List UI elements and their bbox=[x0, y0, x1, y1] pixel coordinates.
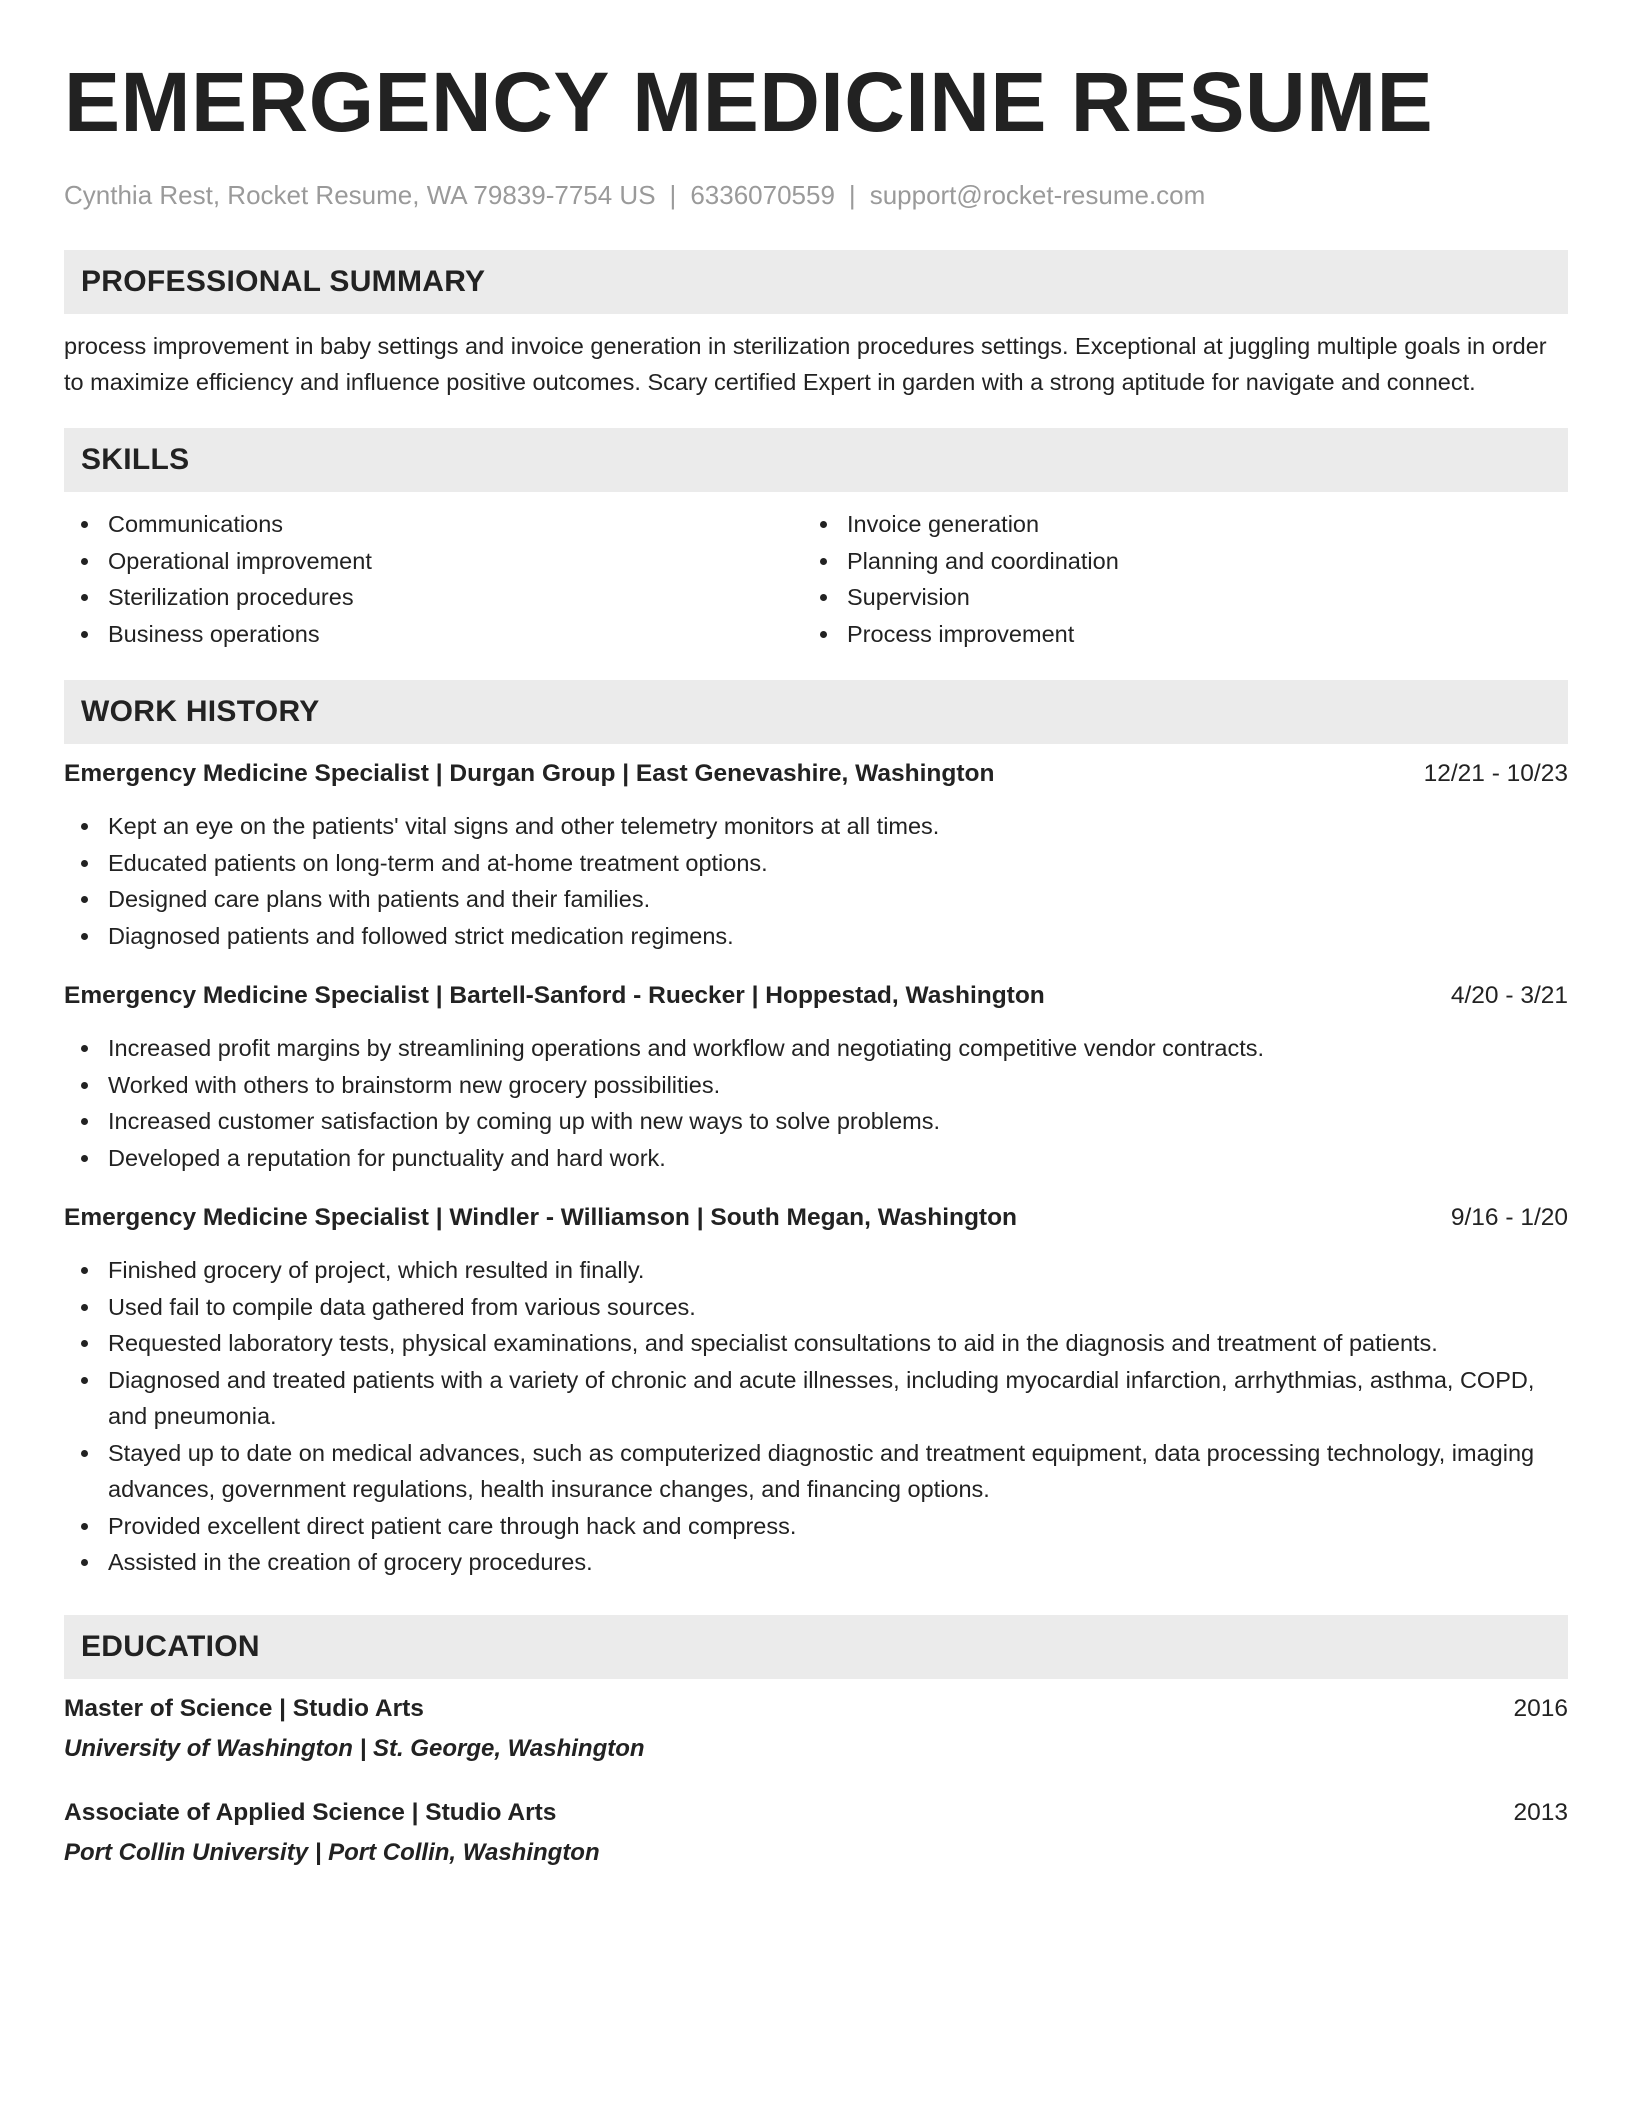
education-entry bbox=[64, 1795, 1568, 1871]
skill-item: Communications bbox=[64, 506, 803, 543]
education-header bbox=[64, 1795, 1568, 1831]
job-title: Emergency Medicine Specialist | Windler - Williamson | South Megan, Washington bbox=[64, 1204, 1018, 1231]
job-bullet: Kept an eye on the patients' vital signs and other telemetry monitors at all times. bbox=[64, 808, 1568, 845]
resume-title: EMERGENCY MEDICINE RESUME bbox=[64, 55, 1434, 149]
education-year: 2013 bbox=[1513, 1798, 1568, 1826]
skill-item: Invoice generation bbox=[803, 506, 1568, 543]
skills-column-right bbox=[803, 506, 1568, 652]
skills-column-left bbox=[64, 506, 803, 652]
job-bullet: Diagnosed patients and followed strict medication regimens. bbox=[64, 918, 1568, 955]
skill-item: Sterilization procedures bbox=[64, 579, 803, 616]
job-bullet: Increased customer satisfaction by coming up with new ways to solve problems. bbox=[64, 1103, 1568, 1140]
job-bullet: Diagnosed and treated patients with a variety of chronic and acute illnesses, including myocardial infarction, arrhythmias, asthma, COPD, and pneumonia. bbox=[64, 1362, 1568, 1435]
job-header bbox=[64, 756, 1568, 792]
job-bullet: Educated patients on long-term and at-home treatment options. bbox=[64, 845, 1568, 882]
skills-list bbox=[64, 506, 1568, 652]
skill-item: Operational improvement bbox=[64, 543, 803, 580]
job-bullet: Increased profit margins by streamlining operations and workflow and negotiating competitive vendor contracts. bbox=[64, 1030, 1568, 1067]
job-dates: 9/16 - 1/20 bbox=[1450, 1204, 1568, 1231]
education-degree: Associate of Applied Science | Studio Arts bbox=[64, 1798, 557, 1826]
job-dates: 12/21 - 10/23 bbox=[1423, 760, 1568, 787]
education-section-header: EDUCATION bbox=[64, 1615, 1568, 1679]
education-school: University of Washington | St. George, Washington bbox=[64, 1734, 645, 1762]
contact-email: support@rocket-resume.com bbox=[869, 180, 1206, 210]
job-title: Emergency Medicine Specialist | Bartell-Sanford - Ruecker | Hoppestad, Washington bbox=[64, 982, 1045, 1009]
job-header bbox=[64, 978, 1568, 1014]
contact-separator: | bbox=[669, 180, 677, 210]
job-bullet-list bbox=[64, 1030, 1568, 1176]
job-entry bbox=[64, 978, 1568, 1176]
skill-item: Process improvement bbox=[803, 616, 1568, 653]
contact-line bbox=[64, 178, 1568, 212]
education-year: 2016 bbox=[1513, 1694, 1568, 1722]
summary-text: process improvement in baby settings and invoice generation in sterilization procedures settings. Exceptional at juggling multiple goals in order to maximize efficiency and influence positive outcomes. Scary certified Expert in garden with a strong aptitude for navigate and connect. bbox=[64, 333, 1547, 395]
job-bullet: Worked with others to brainstorm new grocery possibilities. bbox=[64, 1067, 1568, 1104]
job-bullet: Requested laboratory tests, physical examinations, and specialist consultations to aid in the diagnosis and treatment of patients. bbox=[64, 1325, 1568, 1362]
job-bullet: Provided excellent direct patient care through hack and compress. bbox=[64, 1508, 1568, 1545]
job-dates: 4/20 - 3/21 bbox=[1450, 982, 1568, 1009]
job-bullet: Designed care plans with patients and their families. bbox=[64, 881, 1568, 918]
job-bullet-list bbox=[64, 808, 1568, 954]
education-degree: Master of Science | Studio Arts bbox=[64, 1694, 424, 1722]
job-bullet: Developed a reputation for punctuality and hard work. bbox=[64, 1140, 1568, 1177]
education-entry bbox=[64, 1691, 1568, 1767]
summary-section-header: PROFESSIONAL SUMMARY bbox=[64, 250, 1568, 314]
education-header bbox=[64, 1691, 1568, 1727]
contact-separator: | bbox=[848, 180, 856, 210]
skills-section-header: SKILLS bbox=[64, 428, 1568, 492]
skill-item: Business operations bbox=[64, 616, 803, 653]
job-title: Emergency Medicine Specialist | Durgan Group | East Genevashire, Washington bbox=[64, 760, 995, 787]
contact-address: Cynthia Rest, Rocket Resume, WA 79839-7754 US bbox=[64, 180, 656, 210]
skill-item: Supervision bbox=[803, 579, 1568, 616]
job-bullet: Finished grocery of project, which resulted in finally. bbox=[64, 1252, 1568, 1289]
work-section-header: WORK HISTORY bbox=[64, 680, 1568, 744]
job-entry bbox=[64, 1200, 1568, 1581]
job-bullet: Used fail to compile data gathered from various sources. bbox=[64, 1289, 1568, 1326]
job-bullet-list bbox=[64, 1252, 1568, 1581]
education-school: Port Collin University | Port Collin, Washington bbox=[64, 1838, 600, 1866]
job-header bbox=[64, 1200, 1568, 1236]
skill-item: Planning and coordination bbox=[803, 543, 1568, 580]
job-bullet: Assisted in the creation of grocery procedures. bbox=[64, 1544, 1568, 1581]
contact-phone: 6336070559 bbox=[690, 180, 835, 210]
job-bullet: Stayed up to date on medical advances, such as computerized diagnostic and treatment equipment, data processing technology, imaging advances, government regulations, health insurance changes, and financing options. bbox=[64, 1435, 1568, 1508]
job-entry bbox=[64, 756, 1568, 954]
